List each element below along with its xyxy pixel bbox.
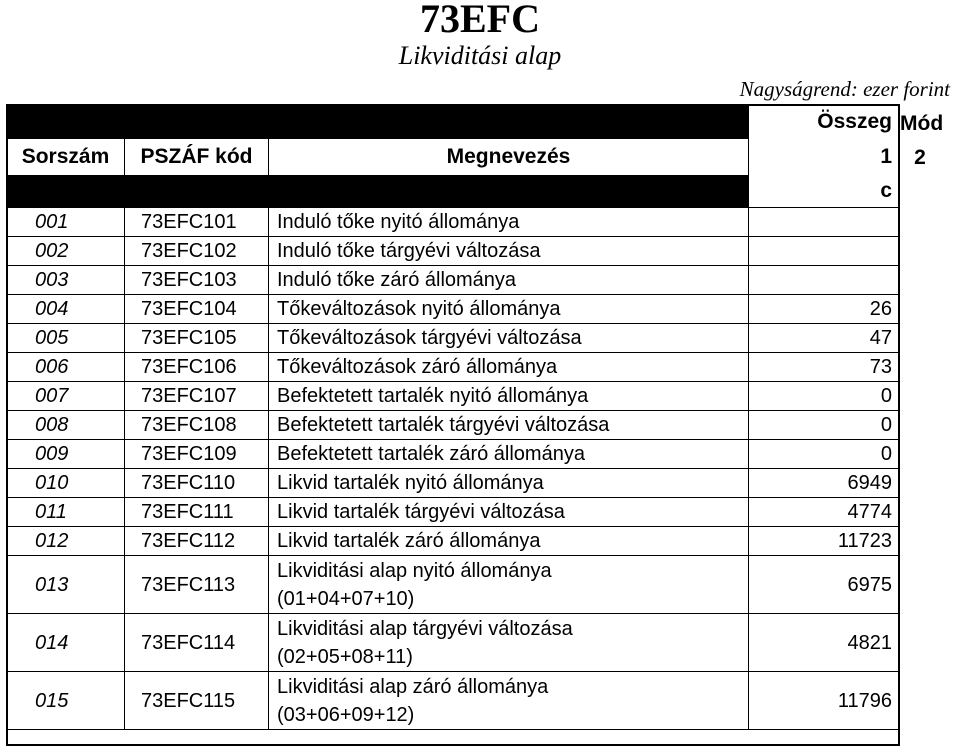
table-row [7, 266, 899, 295]
row-name [269, 382, 749, 411]
row-name-line1: Tőkeváltozások tárgyévi változása [277, 327, 582, 349]
amount-header-number: 1 [749, 139, 899, 175]
row-name [269, 208, 749, 237]
table-row [7, 440, 899, 469]
row-value: 11723 [749, 527, 899, 556]
amount-header-label: Összeg [817, 110, 892, 133]
table-row [7, 353, 899, 382]
table-row [7, 614, 899, 672]
row-value: 4774 [749, 498, 899, 527]
row-seq: 009 [7, 440, 125, 469]
row-seq: 011 [7, 498, 125, 527]
unit-note: Nagyságrend: ezer forint [739, 77, 950, 101]
row-seq: 006 [7, 353, 125, 382]
page-subtitle: Likviditási alap [398, 41, 562, 70]
table-row [7, 237, 899, 266]
row-seq: 002 [7, 237, 125, 266]
row-name-line1: Likvid tartalék nyitó állománya [277, 472, 544, 494]
table-row [7, 295, 899, 324]
row-code: 73EFC110 [125, 469, 269, 498]
row-code: 73EFC112 [125, 527, 269, 556]
row-seq: 003 [7, 266, 125, 295]
row-name [269, 324, 749, 353]
row-code: 73EFC101 [125, 208, 269, 237]
row-name-line1: Induló tőke nyitó állománya [277, 211, 520, 233]
row-name-line2: (02+05+08+11) [277, 645, 413, 668]
row-value: 26 [749, 295, 899, 324]
column-header-seq: Sorszám [7, 139, 125, 175]
row-name-line1: Induló tőke záró állománya [277, 269, 517, 291]
row-code: 73EFC111 [125, 498, 269, 527]
table-row [7, 469, 899, 498]
row-name [269, 266, 749, 295]
row-code: 73EFC107 [125, 382, 269, 411]
amount-header-sub: c [749, 175, 899, 208]
row-name-line1: Tőkeváltozások nyitó állománya [277, 298, 561, 320]
row-value: 47 [749, 324, 899, 353]
amount-header-top [749, 104, 899, 139]
row-value [749, 237, 899, 266]
row-name-line1: Befektetett tartalék tárgyévi változása [277, 414, 610, 436]
data-table [6, 104, 899, 730]
mod-header-number: 2 [914, 146, 926, 169]
table-row [7, 382, 899, 411]
row-seq: 010 [7, 469, 125, 498]
row-name-line1: Likviditási alap nyitó állománya [277, 559, 552, 582]
row-seq: 008 [7, 411, 125, 440]
header-black-cell-seq [7, 104, 125, 139]
page-title: 73EFC [420, 0, 540, 41]
row-seq: 004 [7, 295, 125, 324]
row-value: 4821 [749, 614, 899, 672]
table-row [7, 556, 899, 614]
table-row [7, 498, 899, 527]
row-code: 73EFC103 [125, 266, 269, 295]
mod-header-top: Mód [900, 112, 944, 135]
header-black-cell-name [269, 104, 749, 139]
row-value: 11796 [749, 672, 899, 730]
row-seq: 015 [7, 672, 125, 730]
row-value [749, 266, 899, 295]
header-black-cell-seq-2 [7, 175, 125, 208]
row-code: 73EFC105 [125, 324, 269, 353]
row-name [269, 440, 749, 469]
header-black-cell-code-2 [125, 175, 269, 208]
row-value: 0 [749, 440, 899, 469]
header-black-cell-name-2 [269, 175, 749, 208]
row-name [269, 469, 749, 498]
row-name-line1: Likvid tartalék záró állománya [277, 530, 541, 552]
row-name-line1: Befektetett tartalék nyitó állománya [277, 385, 589, 407]
row-seq: 013 [7, 556, 125, 614]
row-name [269, 411, 749, 440]
column-header-name: Megnevezés [269, 139, 749, 175]
table-row [7, 672, 899, 730]
row-name-line1: Induló tőke tárgyévi változása [277, 240, 541, 262]
row-seq: 005 [7, 324, 125, 353]
row-value: 0 [749, 411, 899, 440]
row-seq: 014 [7, 614, 125, 672]
row-name [269, 353, 749, 382]
row-code: 73EFC106 [125, 353, 269, 382]
row-name [269, 614, 749, 672]
row-code: 73EFC113 [125, 556, 269, 614]
table-row [7, 527, 899, 556]
row-name-line1: Likviditási alap tárgyévi változása [277, 617, 573, 640]
row-code: 73EFC102 [125, 237, 269, 266]
row-name-line1: Tőkeváltozások záró állománya [277, 356, 558, 378]
row-value: 6949 [749, 469, 899, 498]
column-header-code: PSZÁF kód [125, 139, 269, 175]
table-row [7, 411, 899, 440]
row-value [749, 208, 899, 237]
row-code: 73EFC104 [125, 295, 269, 324]
row-name-line1: Likvid tartalék tárgyévi változása [277, 501, 565, 523]
row-code: 73EFC109 [125, 440, 269, 469]
table-row [7, 324, 899, 353]
row-name-line1: Likviditási alap záró állománya [277, 675, 549, 698]
row-code: 73EFC115 [125, 672, 269, 730]
row-seq: 012 [7, 527, 125, 556]
row-code: 73EFC114 [125, 614, 269, 672]
row-name-line1: Befektetett tartalék záró állománya [277, 443, 585, 465]
row-name [269, 527, 749, 556]
row-value: 0 [749, 382, 899, 411]
header-black-cell-code [125, 104, 269, 139]
row-value: 6975 [749, 556, 899, 614]
row-seq: 007 [7, 382, 125, 411]
row-name [269, 237, 749, 266]
row-name [269, 498, 749, 527]
table-row [7, 208, 899, 237]
row-seq: 001 [7, 208, 125, 237]
row-name [269, 556, 749, 614]
row-value: 73 [749, 353, 899, 382]
row-code: 73EFC108 [125, 411, 269, 440]
row-name-line2: (03+06+09+12) [277, 703, 415, 726]
row-name-line2: (01+04+07+10) [277, 587, 415, 610]
row-name [269, 672, 749, 730]
row-name [269, 295, 749, 324]
